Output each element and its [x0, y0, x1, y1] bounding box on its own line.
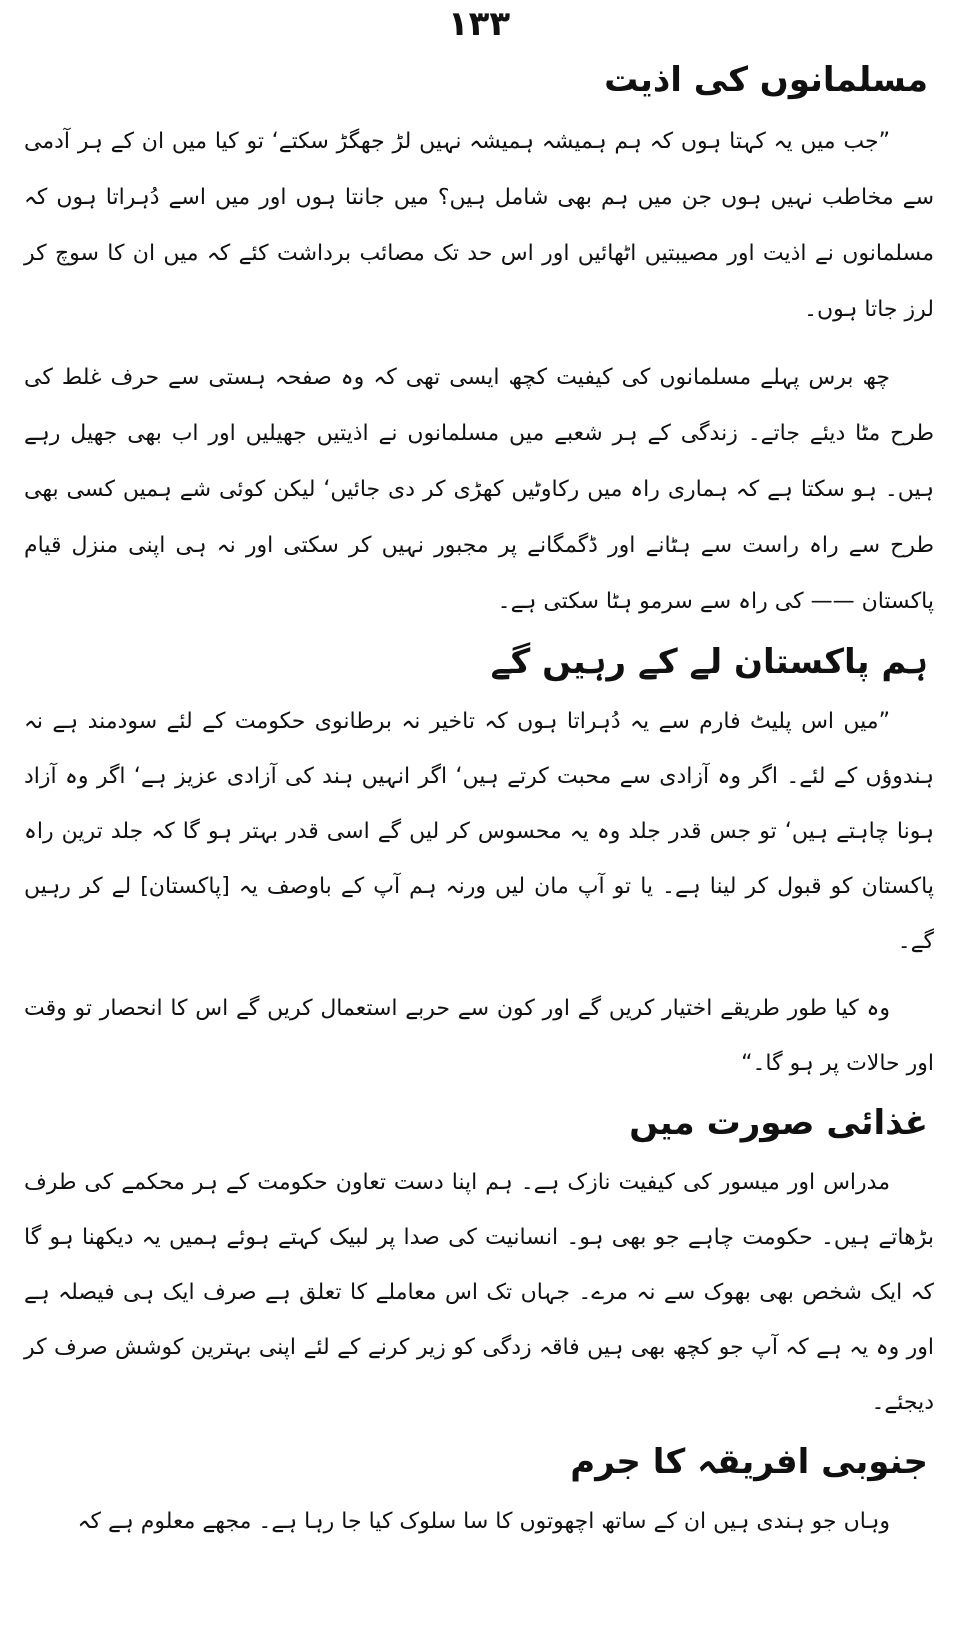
section-heading: مسلمانوں کی اذیت	[604, 60, 928, 100]
page-number: ۱۳۳	[447, 4, 511, 44]
paragraph: ”میں اس پلیٹ فارم سے یہ دُہراتا ہوں کہ تاخیر نہ برطانوی حکومت کے لئے سودمند ہے نہ ہندوؤں کے لئے۔ اگر وہ آزادی سے محبت کرتے ہیں‘ اگر انہیں ہند کی آزادی عزیز ہے‘ اگر وہ آزاد ہونا چاہتے ہیں‘ تو جس قدر جلد وہ یہ محسوس کر لیں گے اسی قدر بہتر ہو گا کہ جلد ترین راہ پاکستان کو قبول کر لینا ہے۔ یا تو آپ مان لیں ورنہ ہم آپ کے باوصف یہ [پاکستان] لے کر رہیں گے۔	[24, 709, 934, 954]
section-heading: غذائی صورت میں	[629, 1103, 928, 1143]
section-we-will-take-pakistan	[24, 636, 934, 1091]
paragraph: ”جب میں یہ کہتا ہوں کہ ہم ہمیشہ ہمیشہ نہیں لڑ جھگڑ سکتے‘ تو کیا میں ان کے ہر آدمی سے مخاطب نہیں ہوں جن میں ہم بھی شامل ہیں؟ میں جانتا ہوں اور میں اسے دُہراتا ہوں کہ مسلمانوں نے اذیت اور مصیبتیں اٹھائیں اور اس حد تک مصائب برداشت کئے کہ میں ان کا سوچ کر لرز جاتا ہوں۔	[24, 129, 934, 322]
section-heading: ہم پاکستان لے کے رہیں گے	[490, 642, 928, 682]
section-heading: جنوبی افریقہ کا جرم	[570, 1442, 928, 1482]
section-muslims-persecution	[24, 54, 934, 630]
section-food-situation	[24, 1097, 934, 1430]
paragraph: چھ برس پہلے مسلمانوں کی کیفیت کچھ ایسی تھی کہ وہ صفحہ ہستی سے حرف غلط کی طرح مٹا دیئے جاتے۔ زندگی کے ہر شعبے میں مسلمانوں نے اذیتیں جھیلیں اور اب بھی جھیل رہے ہیں۔ ہو سکتا ہے کہ ہماری راہ میں رکاوٹیں کھڑی کر دی جائیں‘ لیکن کوئی شے ہمیں کسی بھی طرح سے راہ راست سے ہٹانے اور ڈگمگانے پر مجبور نہیں کر سکتی اور نہ ہی اپنی منزل قیام پاکستان —— کی راہ سے سرمو ہٹا سکتی ہے۔	[24, 365, 934, 614]
paragraph: وہ کیا طور طریقے اختیار کریں گے اور کون سے حربے استعمال کریں گے اس کا انحصار تو وقت اور حالات پر ہو گا۔“	[24, 996, 934, 1076]
paragraph: مدراس اور میسور کی کیفیت نازک ہے۔ ہم اپنا دست تعاون حکومت کے ہر محکمے کی طرف بڑھاتے ہیں۔ حکومت چاہے جو بھی ہو۔ انسانیت کی صدا پر لبیک کہتے ہوئے ہمیں یہ دیکھنا ہو گا کہ ایک شخص بھی بھوک سے نہ مرے۔ جہاں تک اس معاملے کا تعلق ہے صرف ایک ہی فیصلہ ہے اور وہ یہ ہے کہ آپ جو کچھ بھی ہیں فاقہ زدگی کو زیر کرنے کے لئے اپنی بہترین کوشش صرف کر دیجئے۔	[24, 1170, 934, 1415]
paragraph: وہاں جو ہندی ہیں ان کے ساتھ اچھوتوں کا سا سلوک کیا جا رہا ہے۔ مجھے معلوم ہے کہ	[77, 1509, 890, 1534]
section-south-africa-crime	[24, 1436, 934, 1549]
